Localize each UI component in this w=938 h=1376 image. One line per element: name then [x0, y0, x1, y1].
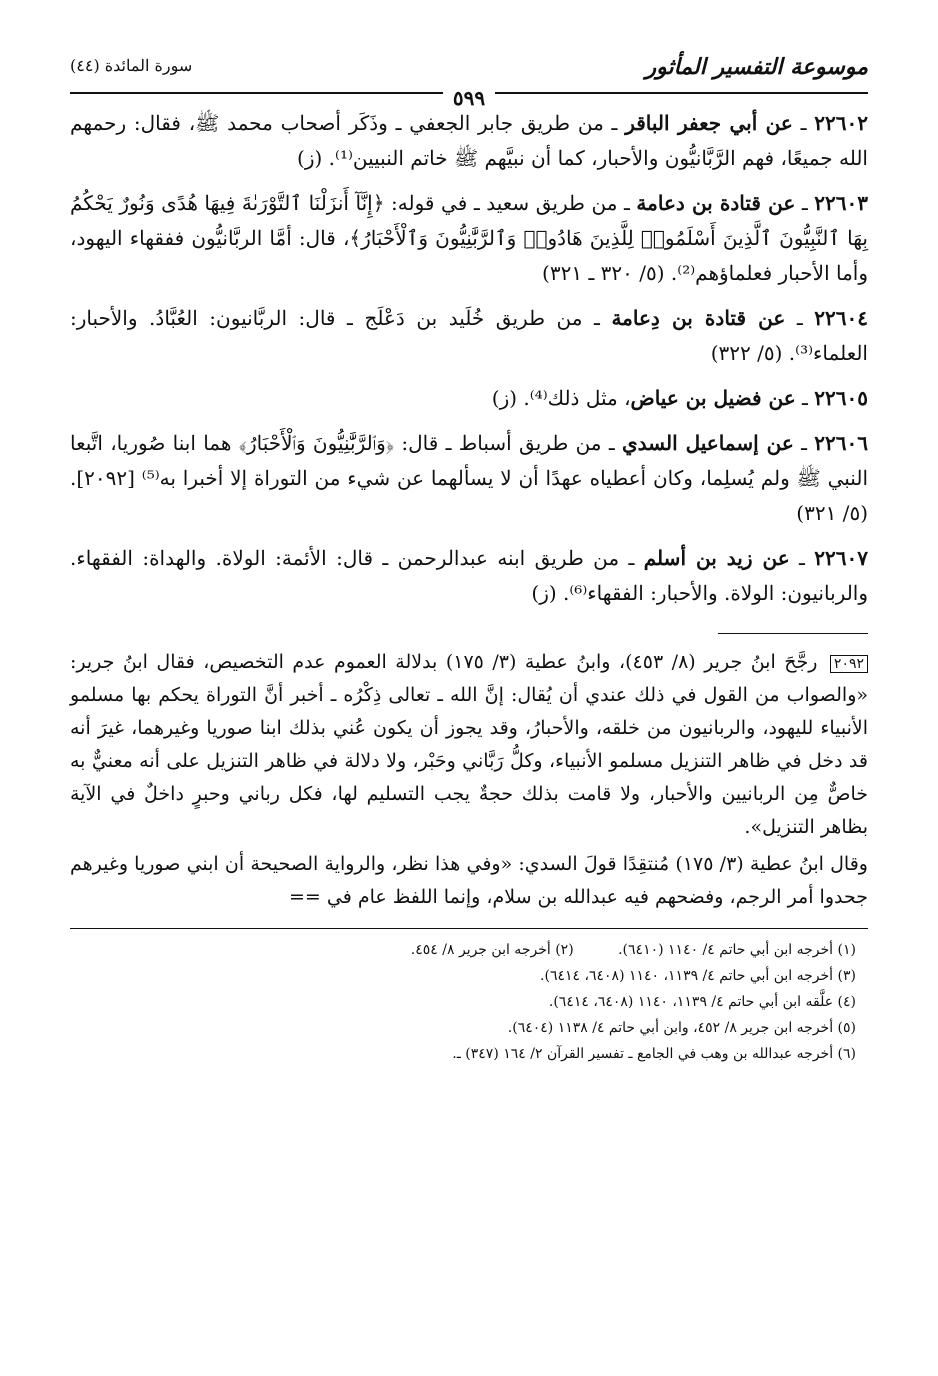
- page-header: [70, 52, 868, 110]
- commentary-text: رجَّحَ ابنُ جرير (٨/ ٤٥٣)، وابنُ عطية (٣/ ١٧٥) بدلالة العموم عدم التخصيص، فقال ابنُ جرير: «والصواب من القول في ذلك عندي أن يُقال: إنَّ الله ـ تعالى ذِكْرُه ـ أخبر أنَّ التوراة يحكم بها مسلمو الأنبياء لليهود، والربانيون من خلقه، والأحبارُ، وقد يجوز أن يكون عُني بذلك ابنا صوريا وغيرهما، غيرَ أنه قد دخل في ظاهر التنزيل مسلمو الأنبياء، وكلُّ رَبَّاني وحَبْر، ولا دلالة في ظاهر التنزيل على أنه معنيٌّ به خاصٌّ مِن الربانيين والأحبار، ولا قامت بذلك حجةٌ يجب التسليم لها، فكل رباني وحبرٍ داخلٌ في الآية بظاهر التنزيل».: [70, 651, 868, 838]
- book-title: موسوعة التفسير المأثور: [645, 54, 868, 80]
- entry-text: ـ من طريق سعيد ـ في قوله: ﴿إِنَّآ أَنزَلْنَا ٱلتَّوْرَىٰةَ فِيهَا هُدًى وَنُورٌ يَحْكُمُ بِهَا ٱلنَّبِيُّونَ ٱلَّذِينَ أَسْلَمُوا۟ لِلَّذِينَ هَادُوا۟ وَٱلرَّبَّٰنِيُّونَ وَٱلْأَحْبَارُ﴾، قال: أمَّا الربَّانيُّون ففقهاء اليهود، وأما الأحبار فعلماؤهم⁽²⁾. (٥/ ٣٢٠ ـ ٣٢١): [70, 191, 868, 285]
- surah-label: سورة المائدة (٤٤): [70, 56, 193, 75]
- entry-narrator: عن قتادة بن دِعامة: [611, 306, 786, 330]
- commentary-box: [70, 646, 868, 914]
- footnote: (٦) أخرجه عبدالله بن وهب في الجامع ـ تفسير القرآن ٢/ ١٦٤ (٣٤٧) ـ.: [452, 1046, 856, 1062]
- commentary-ref-number: ٢٠٩٢: [830, 655, 868, 673]
- entry-number: ٢٢٦٠٧: [814, 546, 869, 570]
- footnote: (٢) أخرجه ابن جرير ٨/ ٤٥٤.: [410, 942, 574, 958]
- commentary-text: وقال ابنُ عطية (٣/ ١٧٥) مُنتقِدًا قولَ السدي: «وفي هذا نظر، والرواية الصحيحة أن ابني صوريا وغيرهم جحدوا أمر الرجم، وفضحهم فيه عبدالله بن سلام، وإنما اللفظ عام في ==: [70, 853, 868, 908]
- commentary-paragraph: [70, 646, 868, 844]
- footnote: (١) أخرجه ابن أبي حاتم ٤/ ١١٤٠ (٦٤١٠).: [618, 942, 856, 958]
- entry-number: ٢٢٦٠٤: [814, 306, 869, 330]
- footnotes: [70, 937, 868, 1067]
- page-number-text: ٥٩٩: [443, 86, 495, 110]
- entry-number: ٢٢٦٠٣: [814, 191, 869, 215]
- entry-narrator: عن إسماعيل السدي: [622, 431, 794, 455]
- entry: ٢٢٦٠٥ ـ عن فضيل بن عياض، مثل ذلك⁽⁴⁾. (ز): [491, 386, 868, 410]
- entry-number: ٢٢٦٠٥: [814, 386, 868, 410]
- footnote: (٥) أخرجه ابن جرير ٨/ ٤٥٢، وابن أبي حاتم ٤/ ١١٣٨ (٦٤٠٤).: [507, 1020, 856, 1036]
- entry-narrator: عن قتادة بن دعامة: [636, 191, 796, 215]
- commentary-separator: [718, 633, 868, 634]
- entry: ٢٢٦٠٦ ـ عن إسماعيل السدي ـ من طريق أسباط ـ قال: ﴿وَٱلرَّبَّٰنِيُّونَ وَٱلْأَحْبَارُ﴾ هما ابنا صُوريا، اتَّبعا النبي ﷺ ولم يُسلِما، وكان أعطياه عهدًا أن لا يسألهما عن شيء من التوراة إلا أخبرا به⁽⁵⁾ [٢٠٩٢]. (٥/ ٣٢١): [70, 431, 869, 525]
- entry-narrator: عن أبي جعفر الباقر: [625, 111, 793, 135]
- footnote-row: [70, 937, 856, 963]
- entry: ٢٢٦٠٣ ـ عن قتادة بن دعامة ـ من طريق سعيد ـ في قوله: ﴿إِنَّآ أَنزَلْنَا ٱلتَّوْرَىٰةَ فِيهَا هُدًى وَنُورٌ يَحْكُمُ بِهَا ٱلنَّبِيُّونَ ٱلَّذِينَ أَسْلَمُوا۟ لِلَّذِينَ هَادُوا۟ وَٱلرَّبَّٰنِيُّونَ وَٱلْأَحْبَارُ﴾، قال: أمَّا الربَّانيُّون ففقهاء اليهود، وأما الأحبار فعلماؤهم⁽²⁾. (٥/ ٣٢٠ ـ ٣٢١): [70, 191, 869, 285]
- footnote: (٣) أخرجه ابن أبي حاتم ٤/ ١١٣٩، ١١٤٠ (٦٤٠٨، ٦٤١٤).: [540, 968, 856, 984]
- entry-narrator: عن زيد بن أسلم: [643, 546, 790, 570]
- entry-text: ، مثل ذلك⁽⁴⁾. (ز): [491, 386, 631, 410]
- entry: ٢٢٦٠٧ ـ عن زيد بن أسلم ـ من طريق ابنه عبدالرحمن ـ قال: الأئمة: الولاة. والهداة: الفقهاء. والربانيون: الولاة. والأحبار: الفقهاء⁽⁶⁾. (ز): [70, 546, 869, 605]
- entry-text: ـ من طريق أسباط ـ قال: ﴿وَٱلرَّبَّٰنِيُّونَ وَٱلْأَحْبَارُ﴾ هما ابنا صُوريا، اتَّبعا النبي ﷺ ولم يُسلِما، وكان أعطياه عهدًا أن لا يسألهما عن شيء من التوراة إلا أخبرا به⁽⁵⁾ [٢٠٩٢]. (٥/ ٣٢١): [70, 431, 868, 525]
- entry-text: ـ من طريق خُلَيد بن دَعْلَج ـ قال: الربَّانيون: العُبَّادُ. والأحبار: العلماء⁽³⁾. (٥/ ٣٢٢): [70, 306, 868, 365]
- entry-text: ـ من طريق ابنه عبدالرحمن ـ قال: الأئمة: الولاة. والهداة: الفقهاء. والربانيون: الولاة. والأحبار: الفقهاء⁽⁶⁾. (ز): [70, 546, 868, 605]
- entry-number: ٢٢٦٠٦: [814, 431, 869, 455]
- entry-narrator: عن فضيل بن عياض: [630, 386, 796, 410]
- document-page: [70, 52, 868, 1067]
- entries-list: [70, 106, 868, 611]
- page-number: [70, 86, 868, 110]
- entry-text: ـ من طريق جابر الجعفي ـ وذَكَر أصحاب محمد ﷺ، فقال: رحمهم الله جميعًا، فهم الرَّبَّانيُّون والأحبار، كما أن نبيَّهم ﷺ خاتم النبيين⁽¹⁾. (ز): [70, 111, 868, 170]
- entry: ٢٢٦٠٢ ـ عن أبي جعفر الباقر ـ من طريق جابر الجعفي ـ وذَكَر أصحاب محمد ﷺ، فقال: رحمهم الله جميعًا، فهم الرَّبَّانيُّون والأحبار، كما أن نبيَّهم ﷺ خاتم النبيين⁽¹⁾. (ز): [70, 111, 868, 170]
- commentary-paragraph: [70, 848, 868, 914]
- entry-number: ٢٢٦٠٢: [814, 111, 868, 135]
- footnotes-separator: [70, 928, 868, 929]
- entry: ٢٢٦٠٤ ـ عن قتادة بن دِعامة ـ من طريق خُلَيد بن دَعْلَج ـ قال: الربَّانيون: العُبَّادُ. والأحبار: العلماء⁽³⁾. (٥/ ٣٢٢): [70, 306, 869, 365]
- footnote: (٤) علَّقه ابن أبي حاتم ٤/ ١١٣٩، ١١٤٠ (٦٤٠٨، ٦٤١٤).: [548, 994, 856, 1010]
